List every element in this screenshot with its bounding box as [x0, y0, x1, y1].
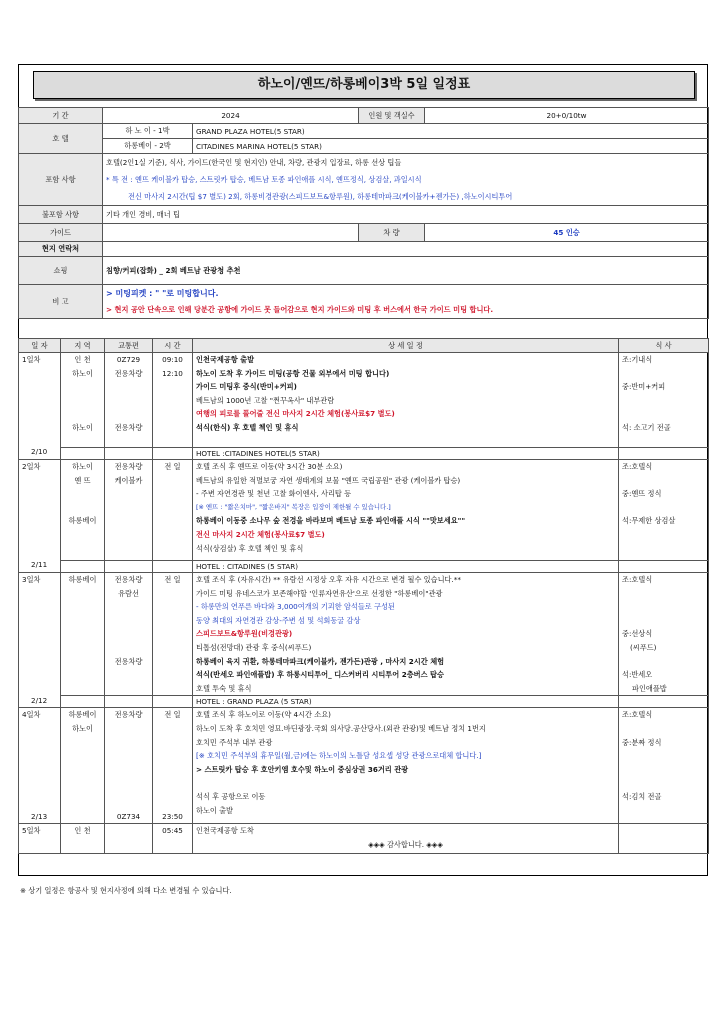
day4-row	[19, 708, 709, 824]
day4-line-5: > 스트릿카 탑승 후 호안키엠 호수및 하노이 중심상권 36거리 관광	[196, 764, 409, 774]
closing-thanks: ◈◈◈ 감사합니다. ◈◈◈	[368, 839, 443, 849]
footer-note: ※ 상기 일정은 항공사 및 현지사정에 의해 다소 변경될 수 있습니다.	[20, 886, 232, 895]
day1-meal-dinner: 석: 소고기 전골	[622, 422, 671, 432]
header-meal: 식 사	[619, 339, 709, 353]
day4-meal-breakfast: 조:호텔식	[622, 710, 653, 720]
day2-line-2: 베트남의 유일한 적멸보궁 자연 생태계의 보물 "옌뜨 국립공원" 관광 (케이블카 탑승)	[196, 475, 461, 485]
day4-region-1: 하롱베이	[68, 710, 97, 720]
hotel-label: 호 텔	[19, 124, 103, 154]
shopping-value: 침향/커피(잡화) _ 2회 베트남 관광청 추천	[103, 257, 709, 285]
day4-date: 2/13	[31, 811, 48, 821]
day3-label: 3일차	[22, 575, 41, 584]
include-value	[103, 154, 709, 206]
day3-line-8: 석식(반세오 파인애플밥) 후 하롱시티투어_ 디스커버리 시티투어 2층버스 탑승	[196, 670, 444, 680]
day2-line-6: 전신 마사지 2시간 체험(봉사료$7 별도)	[196, 529, 325, 539]
day4-transport: 전용차량	[114, 710, 143, 720]
header-detail: 상 세 일 정	[193, 339, 619, 353]
day3-line-1: 호텔 조식 후 (자유시간) ** 유람선 시정상 오후 자유 시간으로 변경 될수 있습니다.**	[196, 575, 461, 584]
day1-meal-breakfast: 조:기내식	[622, 355, 653, 364]
day2-line-1: 호텔 조식 후 옌뜨로 이동(약 3시간 30분 소요)	[196, 462, 343, 471]
day3-line-4: 동양 최대의 자연경관 감상-주변 섬 및 석회동굴 감상	[196, 615, 361, 625]
day4-line-4: [※ 호치민 주석부의 휴무일(월,금)에는 하노이의 노틀담 성요셉 성당 관광으로대체 합니다.]	[196, 751, 482, 761]
day3-transport-3: 전용차량	[114, 656, 143, 666]
day1-line-2: 하노이 도착 후 가이드 미팅(공항 건물 외부에서 미팅 합니다)	[196, 368, 390, 378]
day5-line-1: 인천국제공항 도착	[196, 826, 254, 836]
day1-line-6: 석식(한식) 후 호텔 첵인 및 휴식	[196, 422, 299, 432]
day1-time-1: 09:10	[162, 355, 183, 364]
day1-label: 1일차	[22, 355, 41, 364]
day1-line-3: 가이드 미팅후 중식(반미+커피)	[196, 382, 297, 392]
day4-meal-lunch: 중:분짜 정식	[622, 737, 662, 747]
day3-meal-lunch-detail: (씨푸드)	[630, 642, 657, 652]
day1-time-2: 12:10	[162, 368, 183, 378]
day2-label: 2일차	[22, 462, 41, 471]
day1-line-4: 베트남의 1000년 고찰 "쩐꾸옥사" 내부관람	[196, 395, 335, 405]
day1-region-1: 인 천	[74, 355, 91, 364]
day1-transport-6: 전용차량	[114, 422, 143, 432]
day1-line-5: 여행의 피로를 풀어줄 전신 마사지 2시간 체험(봉사료$7 별도)	[196, 409, 395, 419]
day1-flight: 0Z729	[116, 355, 141, 364]
day2-transport-2: 케이블카	[114, 475, 143, 485]
day2-date: 2/11	[31, 560, 48, 570]
day5-row	[19, 824, 709, 854]
day2-meal-dinner: 석:무제한 상검살	[622, 516, 676, 526]
day2-region-1: 하노이	[72, 462, 93, 471]
guide-label: 가이드	[19, 224, 103, 242]
contact-label: 현지 연락처	[19, 242, 103, 257]
contact-value	[103, 242, 709, 257]
day3-meal-dinner: 석:반세오	[622, 670, 653, 680]
itinerary-table	[18, 338, 709, 854]
include-line-3: 전신 마사지 2시간(팁 $7 별도) 2회, 하롱비경관광(스피드보트&항루원), 하롱테마파크(케이블카+젠가든) ,하노이시티투어	[128, 192, 513, 201]
remark-label: 비 고	[19, 285, 103, 319]
header-day: 일 자	[19, 339, 61, 353]
include-line-2: * 특 전 : 옌뜨 케이블카 탑승, 스트릿카 탑승, 베트남 토종 파인애플 시식, 옌뜨정식, 상검살, 과일시식	[106, 175, 422, 184]
vehicle-value: 45 인승	[425, 224, 709, 242]
day3-line-7: 하롱베이 육지 귀환, 하롱테마파크(케이블카, 젠가든)관광 , 마사지 2시간 체험	[196, 656, 445, 666]
day3-line-2: 가이드 미팅 유네스코가 보존해야할 '인류자연유산'으로 선정한 "하롱베이"관광	[196, 588, 443, 598]
remark-value	[103, 285, 709, 319]
header-transport: 교통편	[105, 339, 153, 353]
info-table	[18, 107, 709, 319]
people-label: 인원 및 객실수	[359, 108, 425, 124]
vehicle-label: 차 량	[359, 224, 425, 242]
day5-region: 인 천	[74, 826, 91, 836]
day4-line-7: 석식 후 공항으로 이동	[196, 791, 266, 801]
remark-line-2: > 현지 공안 단속으로 인해 당분간 공항에 가이드 못 들어감으로 현지 가이드와 미팅 후 버스에서 한국 가이드 미팅 합니다.	[106, 304, 494, 314]
hotel1-city: 하 노 이 - 1박	[103, 124, 193, 139]
day1-hotel: HOTEL :CITADINES HOTEL(5 STAR)	[193, 448, 619, 460]
people-value: 20+0/10tw	[425, 108, 709, 124]
day2-line-7: 석식(상검살) 후 호텔 첵인 및 휴식	[196, 543, 304, 553]
day1-line-1: 인천국제공항 출발	[196, 355, 255, 364]
day3-meal-dinner-detail: 파인애플밥	[632, 683, 667, 693]
day4-time: 전 일	[164, 710, 181, 720]
period-label: 기 간	[19, 108, 103, 124]
day3-region: 하롱베이	[68, 575, 97, 584]
day3-transport-1: 전용차량	[114, 575, 143, 584]
day1-date: 2/10	[31, 447, 48, 457]
header-time: 시 간	[153, 339, 193, 353]
day4-line-1: 호텔 조식 후 하노이로 이동(약 4시간 소요)	[196, 710, 331, 720]
itinerary-sheet	[18, 64, 708, 876]
day1-transport-2: 전용차량	[114, 368, 143, 378]
day4-line-8: 하노이 출발	[196, 805, 234, 815]
day3-row	[19, 573, 709, 696]
day3-date: 2/12	[31, 695, 48, 705]
header-region: 지 역	[61, 339, 105, 353]
day4-flight-time: 23:50	[162, 811, 183, 821]
day3-line-3: - 하롱만의 연푸른 바다와 3,000여개의 기괴한 암석들로 구성된	[196, 602, 395, 612]
day4-region-2: 하노이	[72, 723, 93, 733]
exclude-label: 불포함 사항	[19, 206, 103, 224]
day2-line-3: - 주변 자연경관 및 천년 고찰 화이엔사, 사리탑 등	[196, 489, 352, 499]
day4-line-3: 호치민 주석부 내부 관광	[196, 737, 273, 747]
day2-line-4: [※ 옌뜨 : "짧은치마", "짧은바지" 복장은 입장이 제한될 수 있습니다.]	[196, 502, 391, 511]
guide-value	[103, 224, 359, 242]
hotel2-city: 하롱베이 - 2박	[103, 139, 193, 154]
day4-flight: 0Z734	[116, 811, 141, 821]
day4-meal-dinner: 석:김치 전골	[622, 791, 662, 801]
day2-line-5: 하롱베이 이동중 소나무 숲 전경을 바라보며 베트남 토종 파인애플 시식 ""맛보세요""	[196, 516, 466, 526]
day2-meal-breakfast: 조:호텔식	[622, 462, 653, 471]
shopping-label: 쇼핑	[19, 257, 103, 285]
exclude-value: 기타 개인 경비, 매너 팁	[103, 206, 709, 224]
day2-transport-1: 전용차량	[114, 462, 143, 471]
hotel1-name: GRAND PLAZA HOTEL(5 STAR)	[193, 124, 709, 139]
period-value: 2024	[103, 108, 359, 124]
day3-hotel: HOTEL : GRAND PLAZA (5 STAR)	[193, 696, 619, 708]
include-line-1: 호텔(2인1실 기준), 식사, 가이드(한국인 및 현지인) 안내, 차량, 관광지 입장료, 하롱 선상 팁들	[106, 158, 402, 167]
day1-row	[19, 353, 709, 448]
day2-row	[19, 460, 709, 561]
day2-time: 전 일	[164, 462, 181, 471]
day4-line-2: 하노이 도착 후 호치민 영묘.바딘광장.국회 의사당.공산당사.(외관 관광)및 베트남 정치 1번지	[196, 723, 486, 733]
day1-region-2: 하노이	[72, 368, 93, 378]
day5-label: 5일차	[22, 826, 41, 836]
day2-region-2: 옌 뜨	[74, 475, 91, 485]
day4-label: 4일차	[22, 710, 41, 720]
include-label: 포함 사항	[19, 154, 103, 206]
day2-hotel: HOTEL : CITADINES (5 STAR)	[193, 561, 619, 573]
day1-region-6: 하노이	[72, 422, 93, 432]
day2-region-3: 하롱베이	[68, 516, 97, 526]
day3-line-6: 티톱섬(전망대) 관광 후 중식(씨푸드)	[196, 642, 312, 652]
day3-line-5: 스피드보트&항루원(비경관광)	[196, 629, 293, 639]
remark-line-1: > 미팅피켓 : " "로 미팅합니다.	[106, 288, 219, 298]
page-title: 하노이/옌뜨/하롱베이3박 5일 일정표	[33, 71, 695, 99]
day2-meal-lunch: 중:옌뜨 정식	[622, 489, 662, 499]
day3-line-9: 호텔 투숙 및 휴식	[196, 683, 252, 693]
day3-transport-2: 유람선	[118, 588, 139, 598]
day3-meal-lunch: 중:선상식	[622, 629, 653, 639]
day3-meal-breakfast: 조:호텔식	[622, 575, 653, 584]
day3-time: 전 일	[164, 575, 181, 584]
day5-time: 05:45	[162, 826, 183, 836]
hotel2-name: CITADINES MARINA HOTEL(5 STAR)	[193, 139, 709, 154]
day1-meal-lunch: 중:반미+커피	[622, 382, 666, 392]
